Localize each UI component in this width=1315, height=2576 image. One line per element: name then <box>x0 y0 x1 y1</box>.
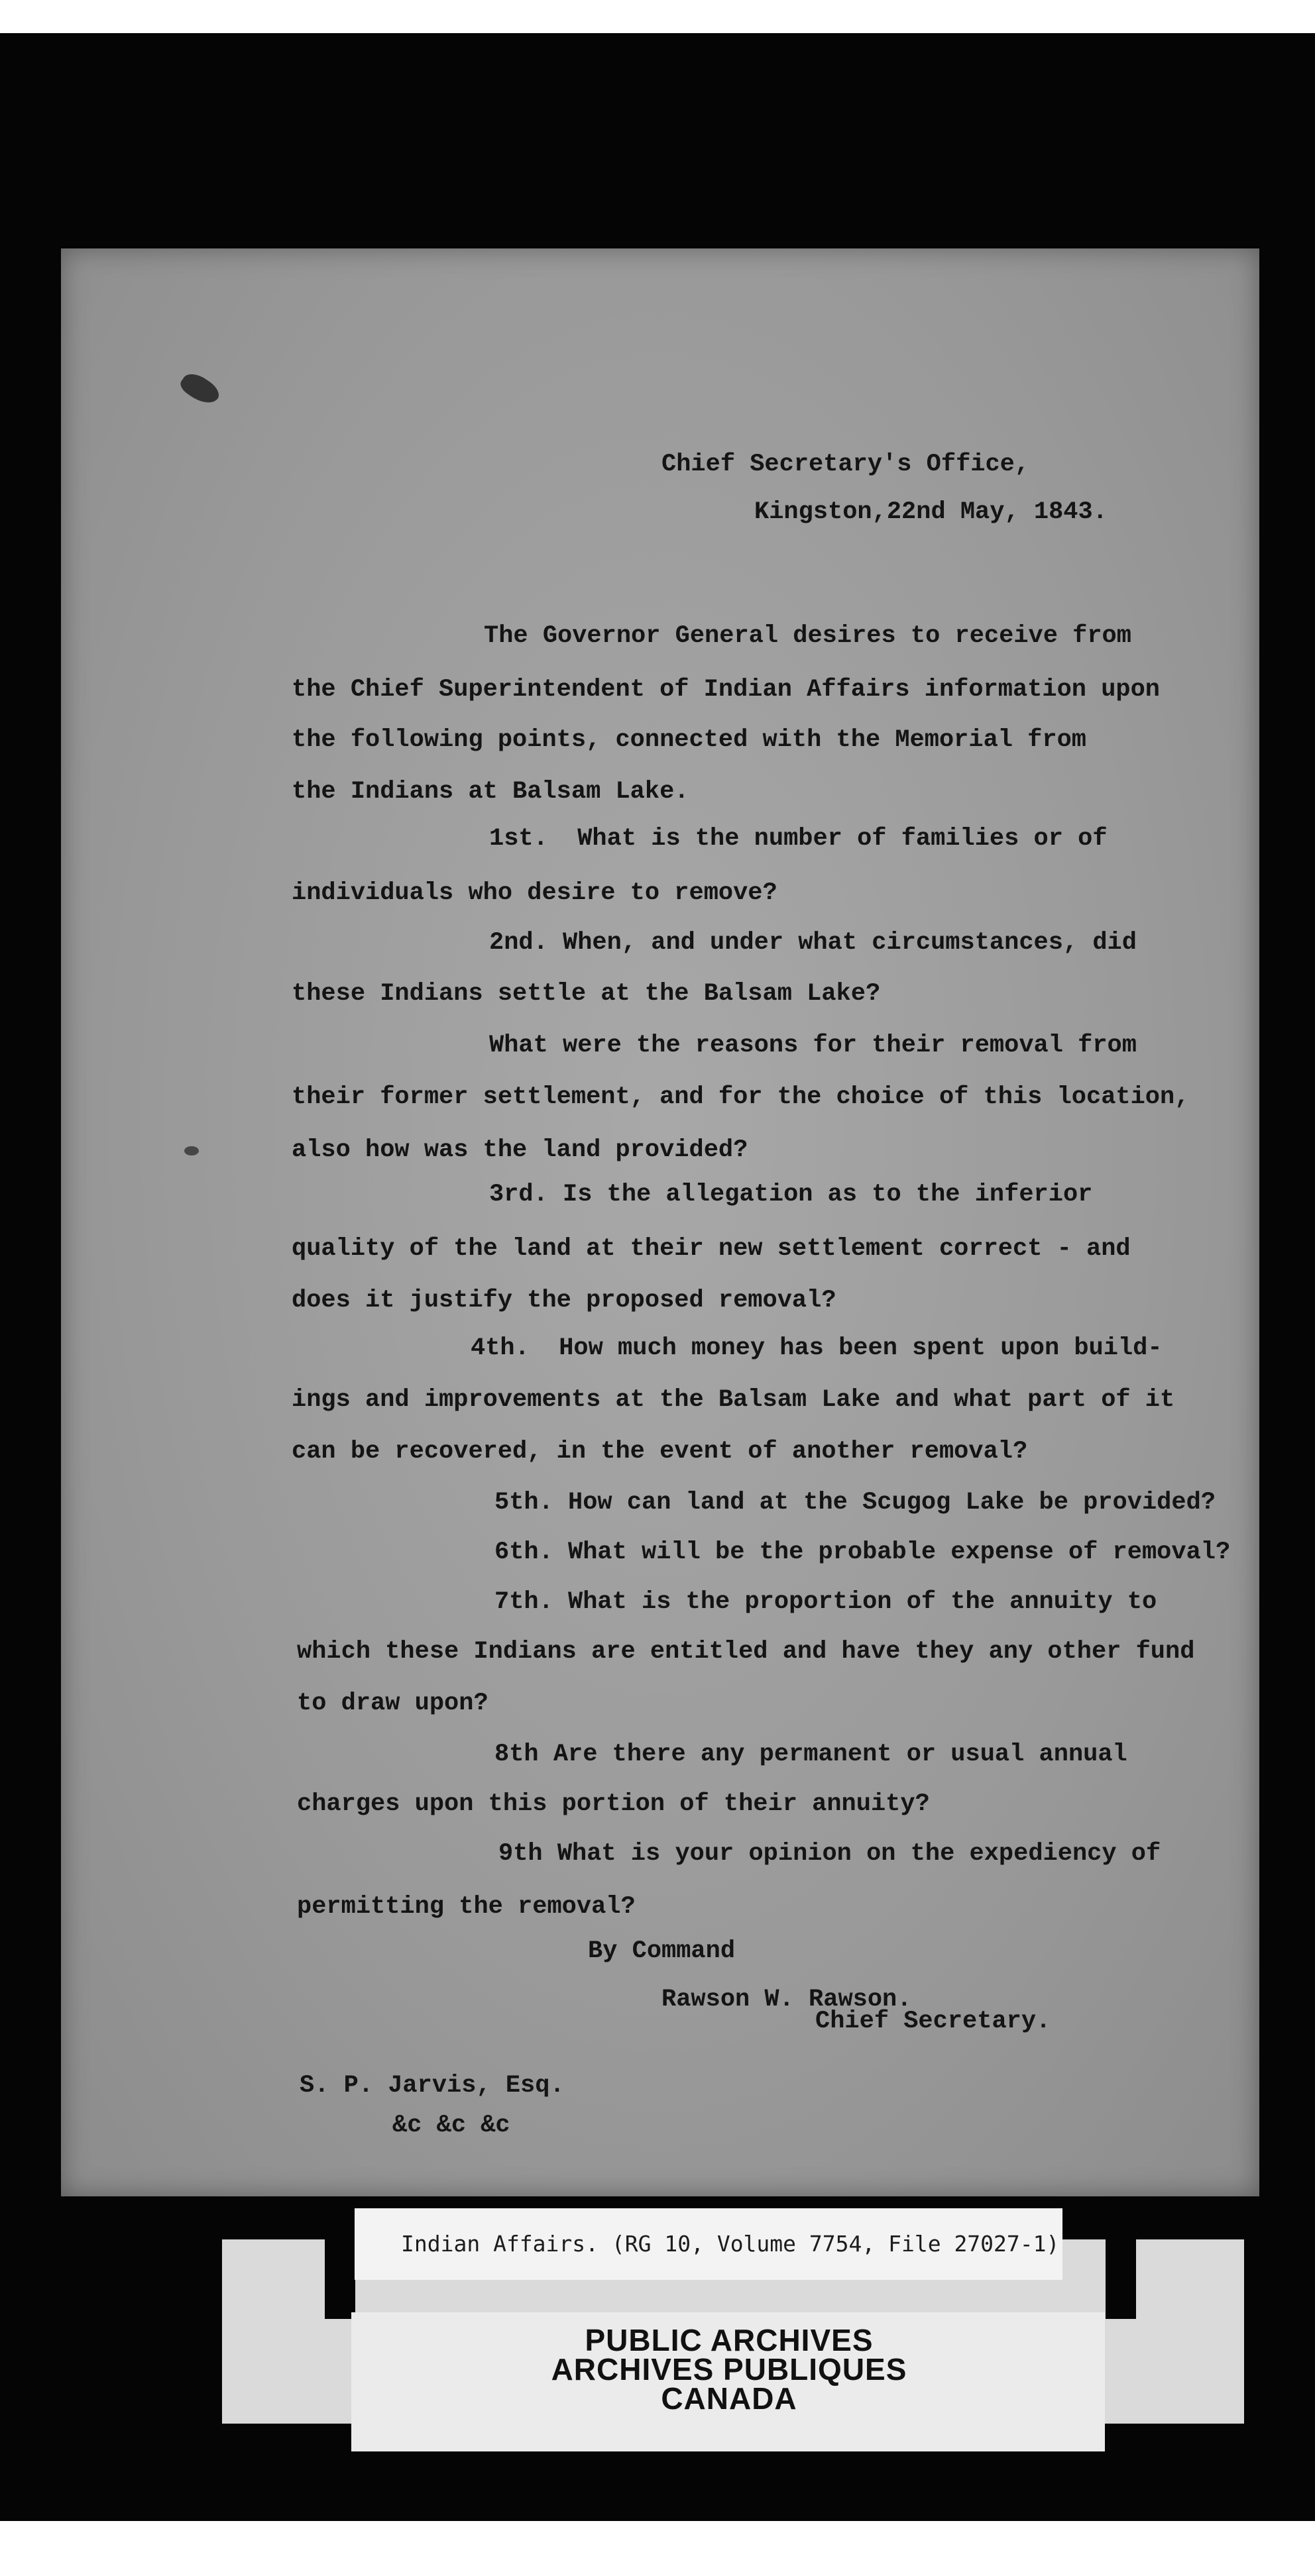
addressee: S. P. Jarvis, Esq. <box>300 2072 565 2100</box>
ink-blot <box>178 368 223 409</box>
body-line: their former settlement, and for the choice of this location, <box>292 1083 1190 1111</box>
by-command: By Command <box>588 1937 736 1965</box>
letter-page <box>61 248 1259 2196</box>
archives-stamp <box>464 2323 994 2416</box>
body-line: can be recovered, in the event of another removal? <box>292 1438 1028 1466</box>
question-3: 3rd. Is the allegation as to the inferior <box>489 1181 1093 1208</box>
question-1: 1st. What is the number of families or of <box>489 825 1108 853</box>
signatory-name: Rawson W. Rawson. <box>661 1986 912 2013</box>
question-9: 9th What is your opinion on the expediency of <box>498 1840 1161 1868</box>
date-line: Kingston,22nd May, 1843. <box>754 498 1108 526</box>
body-line: quality of the land at their new settlement correct - and <box>292 1235 1131 1263</box>
body-line: individuals who desire to remove? <box>292 879 777 907</box>
stamp-line: CANADA <box>661 2381 797 2416</box>
question-7: 7th. What is the proportion of the annuity to <box>494 1588 1157 1616</box>
body-line: What were the reasons for their removal from <box>489 1032 1137 1059</box>
question-2: 2nd. When, and under what circumstances, did <box>489 929 1137 957</box>
office-heading: Chief Secretary's Office, <box>661 451 1030 478</box>
body-line: also how was the land provided? <box>292 1136 748 1164</box>
body-line: does it justify the proposed removal? <box>292 1287 836 1315</box>
archive-reference-label <box>355 2208 1062 2280</box>
body-line: which these Indians are entitled and have they any other fund <box>297 1638 1195 1666</box>
addressee-etc: &c &c &c <box>392 2112 510 2139</box>
ink-spot <box>184 1146 199 1155</box>
card-notch <box>325 2239 355 2319</box>
archive-reference: Indian Affairs. (RG 10, Volume 7754, File 27027-1) <box>401 2231 1060 2257</box>
question-4: 4th. How much money has been spent upon build- <box>471 1334 1163 1362</box>
question-6: 6th. What will be the probable expense of removal? <box>494 1538 1231 1566</box>
body-line: permitting the removal? <box>297 1893 636 1921</box>
signatory-title: Chief Secretary. <box>815 2008 1051 2035</box>
body-line: ings and improvements at the Balsam Lake and what part of it <box>292 1386 1175 1414</box>
body-line: to draw upon? <box>297 1690 488 1717</box>
question-8: 8th Are there any permanent or usual annual <box>494 1741 1127 1768</box>
body-line: the following points, connected with the Memorial from <box>292 726 1086 754</box>
card-notch <box>1106 2239 1136 2319</box>
stamp-line: ARCHIVES PUBLIQUES <box>551 2352 907 2387</box>
question-5: 5th. How can land at the Scugog Lake be provided? <box>494 1489 1216 1517</box>
body-line: the Chief Superintendent of Indian Affairs information upon <box>292 676 1161 704</box>
stamp-line: PUBLIC ARCHIVES <box>585 2323 874 2357</box>
body-line: the Indians at Balsam Lake. <box>292 778 689 806</box>
body-line: these Indians settle at the Balsam Lake? <box>292 980 881 1008</box>
body-line: charges upon this portion of their annuity? <box>297 1790 930 1818</box>
body-line: The Governor General desires to receive from <box>484 622 1131 650</box>
